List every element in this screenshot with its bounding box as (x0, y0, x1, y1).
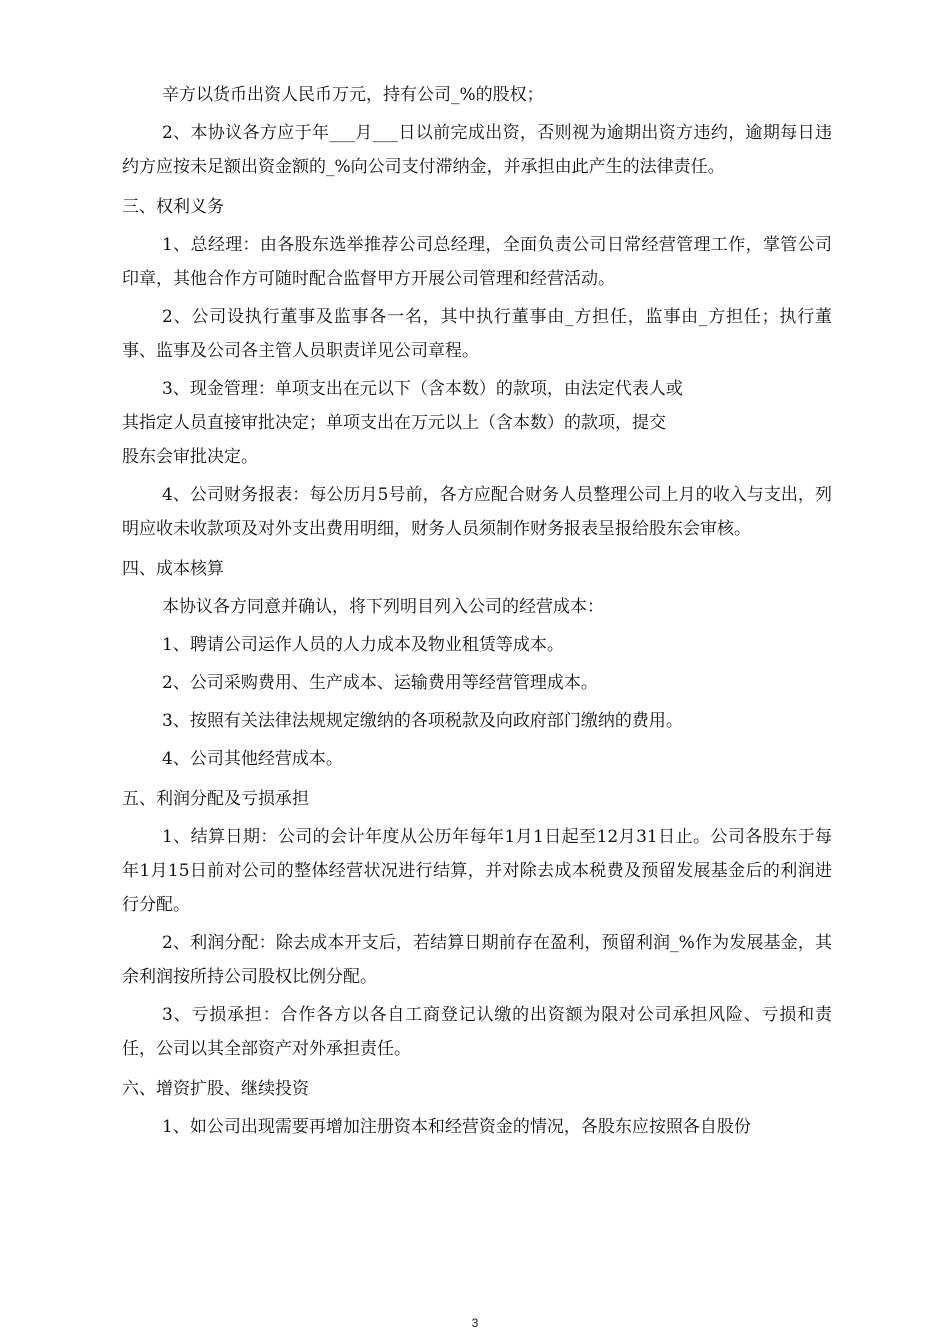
paragraph-cost-intro: 本协议各方同意并确认，将下列明目列入公司的经营成本： (162, 597, 604, 617)
page-number: 3 (471, 1316, 479, 1330)
paragraph-settlement-date: 1、结算日期：公司的会计年度从公历年每年1月1日起至12月31日止。公司各股东于每年1月15日前对公司的整体经营状况进行结算，并对除去成本税费及预留发展基金后的利润进行分配。 (122, 827, 832, 915)
document-body (122, 74, 832, 1144)
cash-management-line-1: 3、现金管理：单项支出在元以下（含本数）的款项，由法定代表人或 (162, 379, 683, 399)
paragraph-capital-increase: 1、如公司出现需要再增加注册资本和经营资金的情况，各股东应按照各自股份 (162, 1117, 751, 1137)
section-heading-capital-increase: 六、增资扩股、继续投资 (122, 1079, 309, 1099)
paragraph-cash-management (122, 372, 832, 474)
paragraph-cost-item-4: 4、公司其他经营成本。 (162, 749, 343, 769)
paragraph-cost-item-2: 2、公司采购费用、生产成本、运输费用等经营管理成本。 (162, 673, 598, 693)
paragraph-loss-bearing: 3、亏损承担：合作各方以各自工商登记认缴的出资额为限对公司承担风险、亏损和责任，公司以其全部资产对外承担责任。 (122, 1005, 832, 1059)
paragraph-capital-contribution-xin: 辛方以货币出资人民币万元，持有公司_%的股权； (162, 85, 544, 105)
section-heading-profit-loss: 五、利润分配及亏损承担 (122, 789, 309, 809)
paragraph-financial-statements: 4、公司财务报表：每公历月5号前，各方应配合财务人员整理公司上月的收入与支出，列明应收未收款项及对外支出费用明细，财务人员须制作财务报表呈报给股东会审核。 (122, 485, 832, 539)
paragraph-cost-item-1: 1、聘请公司运作人员的人力成本及物业租赁等成本。 (162, 635, 564, 655)
paragraph-contribution-deadline: 2、本协议各方应于年___月___日以前完成出资，否则视为逾期出资方违约，逾期每日违约方应按未足额出资金额的_%向公司支付滞纳金，并承担由此产生的法律责任。 (122, 123, 832, 177)
cash-management-line-2: 其指定人员直接审批决定；单项支出在万元以上（含本数）的款项，提交 (122, 413, 666, 433)
section-heading-rights-obligations: 三、权利义务 (122, 197, 224, 217)
cash-management-line-3: 股东会审批决定。 (122, 447, 258, 467)
paragraph-executive-director: 2、公司设执行董事及监事各一名，其中执行董事由_方担任，监事由_方担任；执行董事、监事及公司各主管人员职责详见公司章程。 (122, 307, 832, 361)
paragraph-general-manager: 1、总经理：由各股东选举推荐公司总经理，全面负责公司日常经营管理工作，掌管公司印章，其他合作方可随时配合监督甲方开展公司管理和经营活动。 (122, 235, 832, 289)
section-heading-cost-accounting: 四、成本核算 (122, 559, 224, 579)
paragraph-cost-item-3: 3、按照有关法律法规规定缴纳的各项税款及向政府部门缴纳的费用。 (162, 711, 683, 731)
paragraph-profit-distribution: 2、利润分配：除去成本开支后，若结算日期前存在盈利，预留利润_%作为发展基金，其余利润按所持公司股权比例分配。 (122, 933, 832, 987)
